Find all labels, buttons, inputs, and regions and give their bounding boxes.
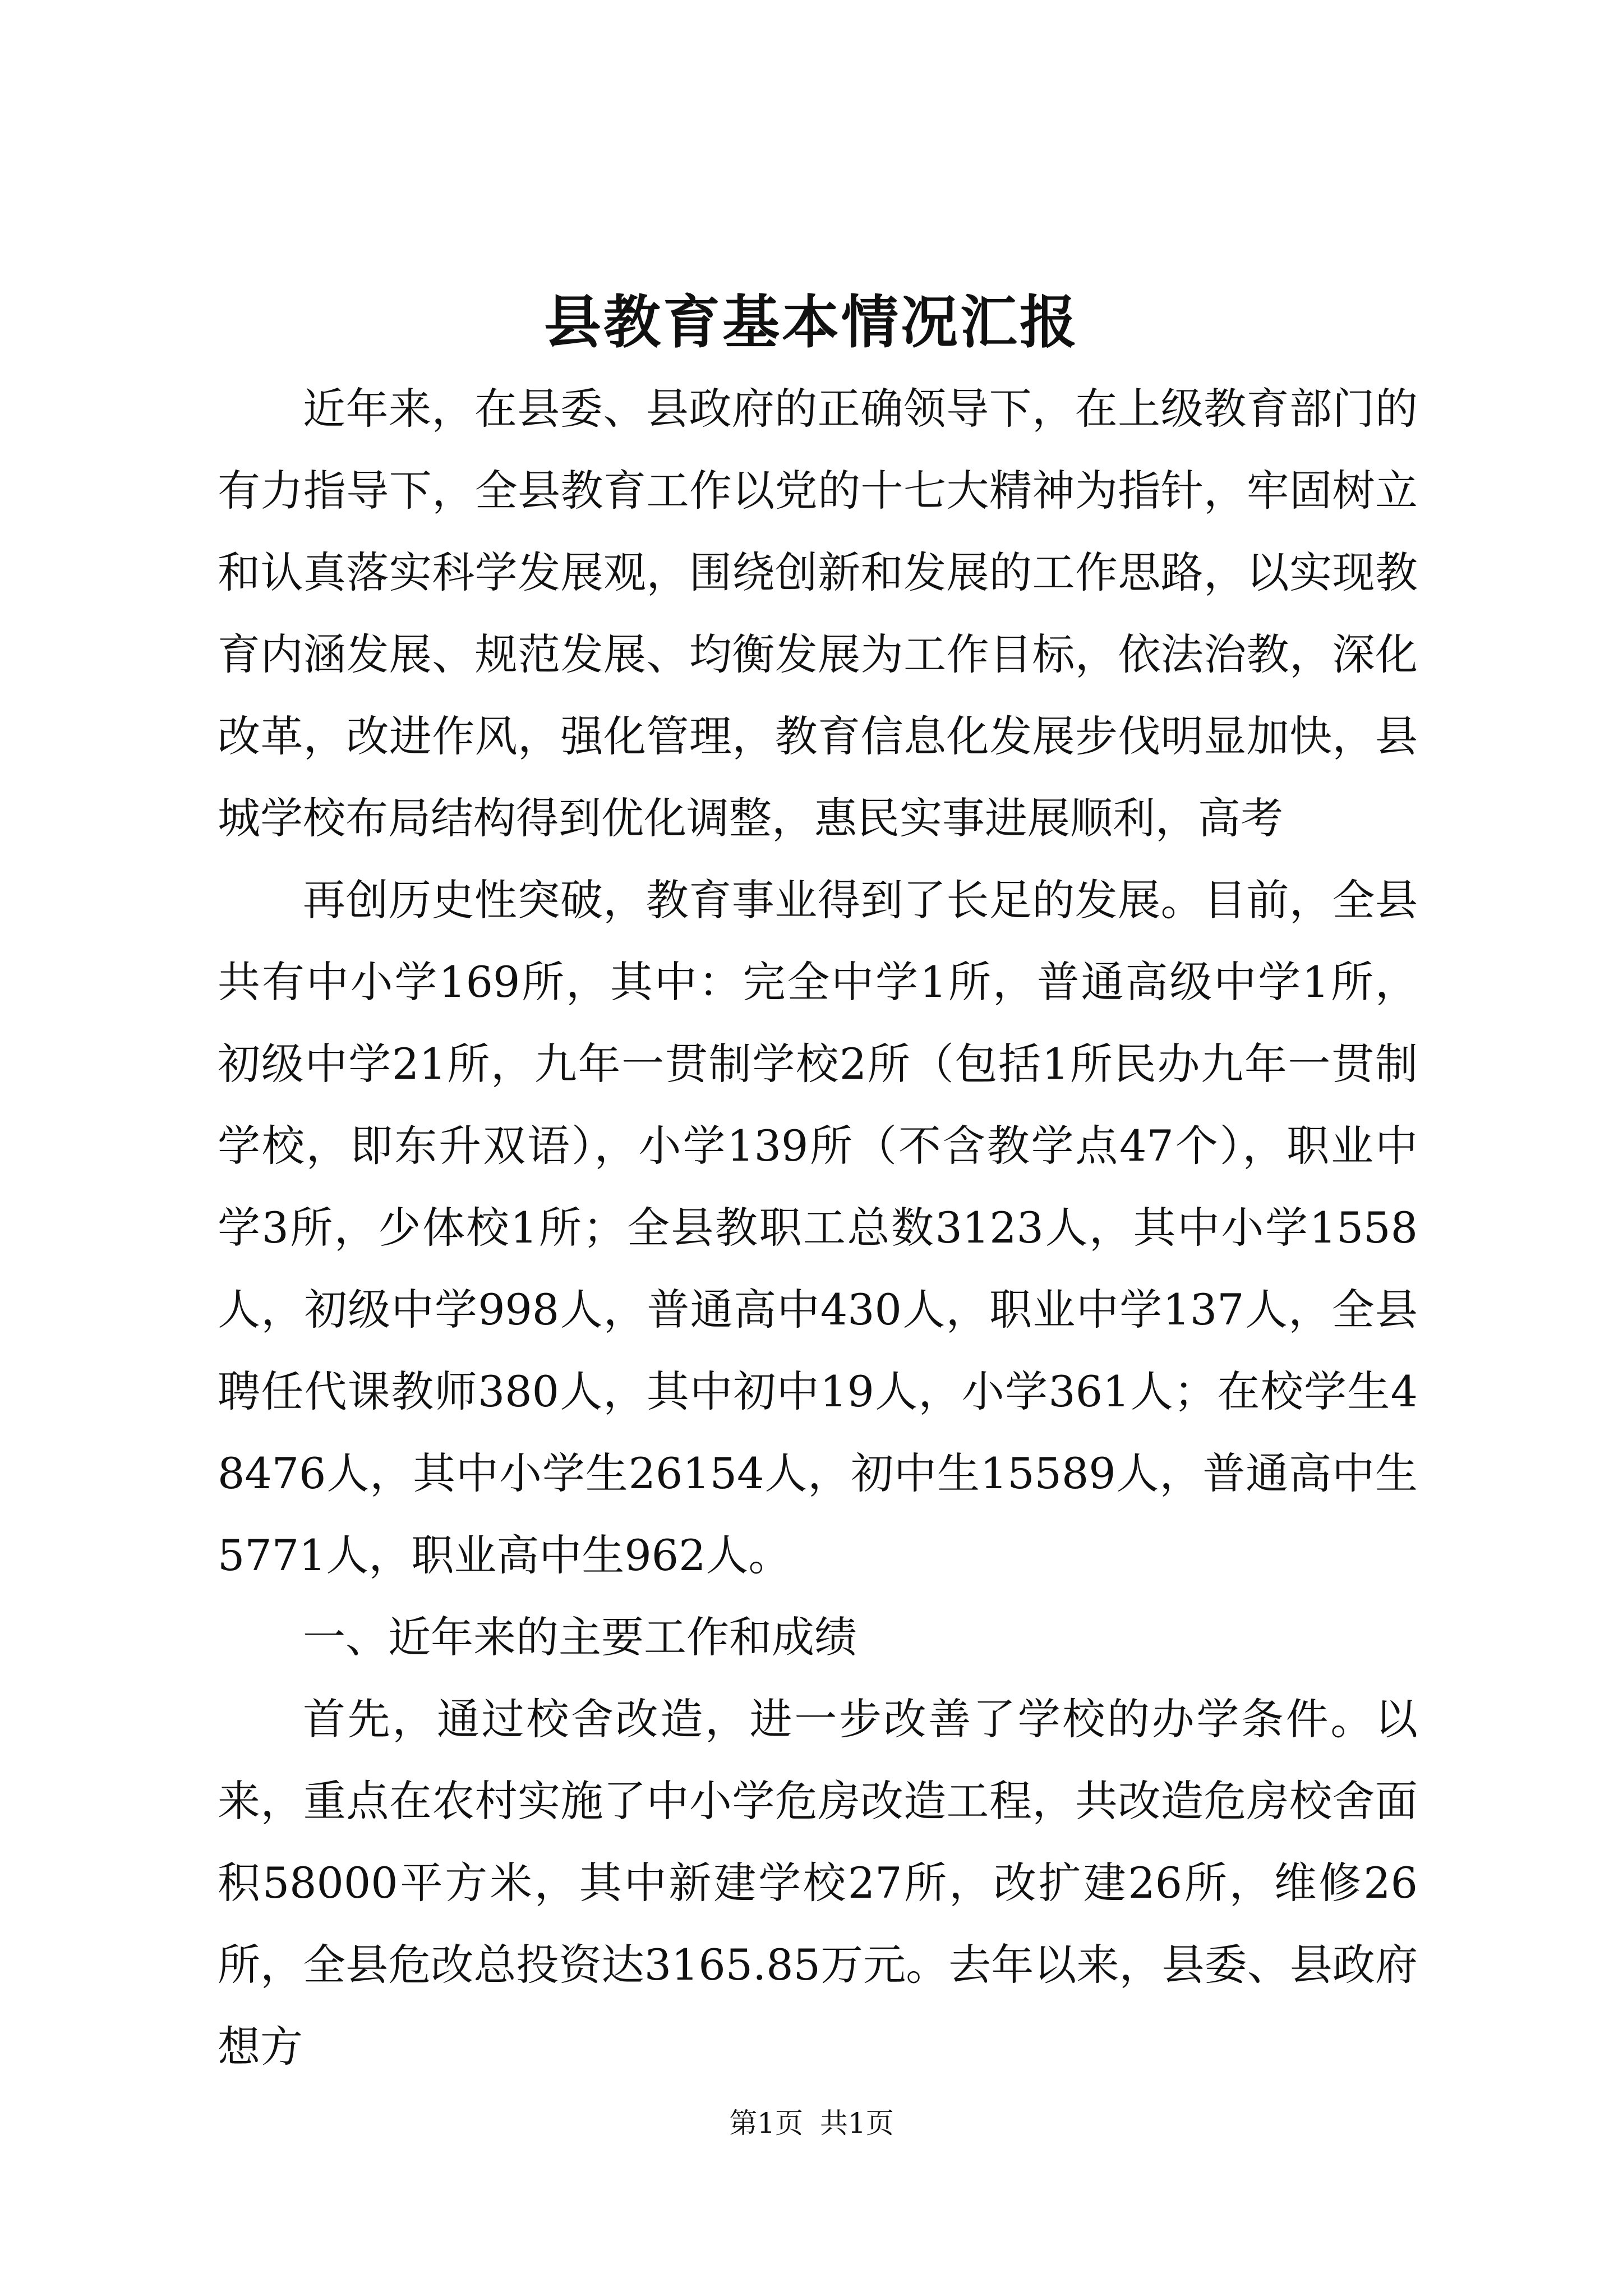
page-number: 第1页 bbox=[729, 2107, 803, 2139]
document-title: 县教育基本情况汇报 bbox=[544, 289, 1079, 356]
section-heading: 一、近年来的主要工作和成绩 bbox=[303, 1612, 857, 1662]
paragraph-statistics: 再创历史性突破，教育事业得到了长足的发展。目前，全县共有中小学169所，其中：完全中学1所，普通高级中学1所，初级中学21所，九年一贯制学校2所（包括1所民办九年一贯制学校，即东升双语），小学139所（不含教学点47个），职业中学3所，少体校1所；全县教职工总数3123人，其中小学1558人，初级中学998人，普通高中430人，职业中学137人，全县聘任代课教师380人，其中初中19人，小学361人；在校学生48476人，其中小学生26154人，初中生15589人，普通高中生5771人，职业高中生962人。 bbox=[218, 875, 1418, 1580]
paragraph-school-renovation: 首先，通过校舍改造，进一步改善了学校的办学条件。以来，重点在农村实施了中小学危房改造工程，共改造危房校舍面积58000平方米，其中新建学校27所，改扩建26所，维修26所，全县危改总投资达3165.85万元。去年以来，县委、县政府想方 bbox=[218, 1694, 1418, 2072]
page-footer bbox=[0, 2101, 1623, 2146]
paragraph-intro: 近年来，在县委、县政府的正确领导下，在上级教育部门的有力指导下，全县教育工作以党的十七大精神为指针，牢固树立和认真落实科学发展观，围绕创新和发展的工作思路，以实现教育内涵发展、规范发展、均衡发展为工作目标，依法治教，深化改革，改进作风，强化管理，教育信息化发展步伐明显加快，县城学校布局结构得到优化调整，惠民实事进展顺利，高考 bbox=[218, 384, 1418, 843]
document-body bbox=[218, 368, 1418, 2088]
page-total: 共1页 bbox=[820, 2107, 894, 2139]
